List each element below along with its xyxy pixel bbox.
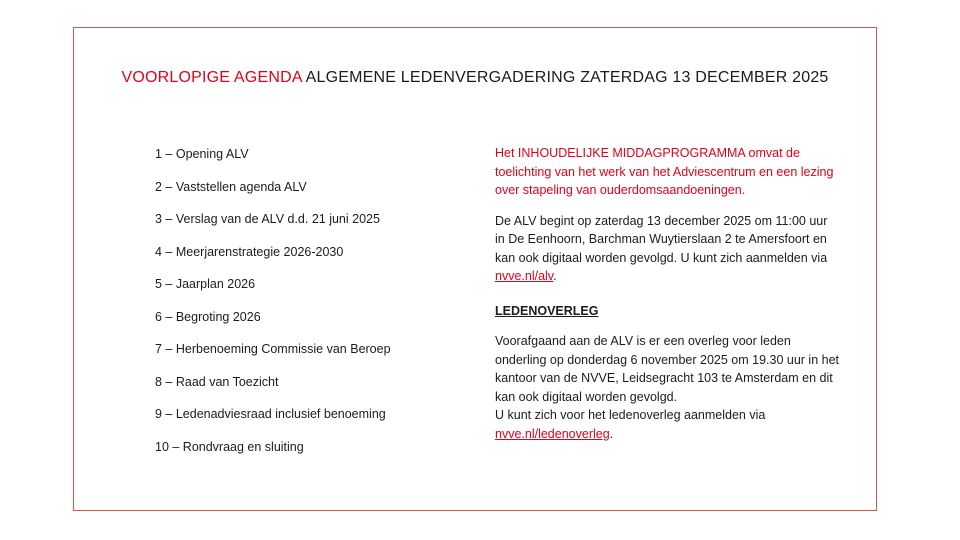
- overleg-text-2: U kunt zich voor het ledenoverleg aanmelden via: [495, 408, 766, 422]
- alv-paragraph: [495, 212, 840, 286]
- agenda-item: 8 – Raad van Toezicht: [155, 374, 279, 389]
- agenda-item: 2 – Vaststellen agenda ALV: [155, 179, 307, 194]
- alv-text: De ALV begint op zaterdag 13 december 2025 om 11:00 uur in De Eenhoorn, Barchman Wuytierslaan 2 te Amersfoort en kan ook digitaal worden gevolgd. U kunt zich aanmelden via: [495, 213, 828, 265]
- overleg-text: Voorafgaand aan de ALV is er een overleg voor leden onderling op donderdag 6 november 2025 om 19.30 uur in het kantoor van de NVVE, Leidsegracht 103 te Amsterdam en dit kan ook digitaal worden gevolgd.: [495, 334, 840, 404]
- agenda-item: 6 – Begroting 2026: [155, 309, 261, 324]
- agenda-item: 1 – Opening ALV: [155, 147, 249, 161]
- ledenoverleg-link[interactable]: nvve.nl/ledenoverleg: [495, 426, 610, 441]
- ledenoverleg-heading: LEDENOVERLEG: [495, 303, 599, 318]
- agenda-item: 5 – Jaarplan 2026: [155, 277, 256, 291]
- overleg-paragraph: [495, 332, 840, 443]
- overleg-end: .: [609, 426, 614, 441]
- agenda-item: 9 – Ledenadviesraad inclusief benoeming: [155, 407, 386, 421]
- title-rest: ALGEMENE LEDENVERGADERING ZATERDAG 13 DECEMBER 2025: [305, 69, 829, 86]
- content-frame: [73, 27, 877, 511]
- agenda-item: 4 – Meerjarenstrategie 2026-2030: [155, 244, 344, 259]
- agenda-item: 7 – Herbenoeming Commissie van Beroep: [155, 342, 391, 356]
- agenda-item: 3 – Verslag van de ALV d.d. 21 juni 2025: [155, 212, 380, 226]
- agenda-list: [155, 144, 391, 469]
- alv-end: .: [553, 269, 557, 283]
- agenda-item: 10 – Rondvraag en sluiting: [155, 439, 304, 454]
- title-accent: VOORLOPIGE AGENDA: [121, 69, 302, 86]
- page-title: [74, 69, 876, 87]
- middagprogramma-text: Het INHOUDELIJKE MIDDAGPROGRAMMA omvat de toelichting van het werk van het Adviescentrum en een lezing over stapeling van ouderdomsaandoeningen.: [495, 146, 834, 197]
- alv-link[interactable]: nvve.nl/alv: [495, 269, 554, 283]
- info-column: [495, 144, 840, 443]
